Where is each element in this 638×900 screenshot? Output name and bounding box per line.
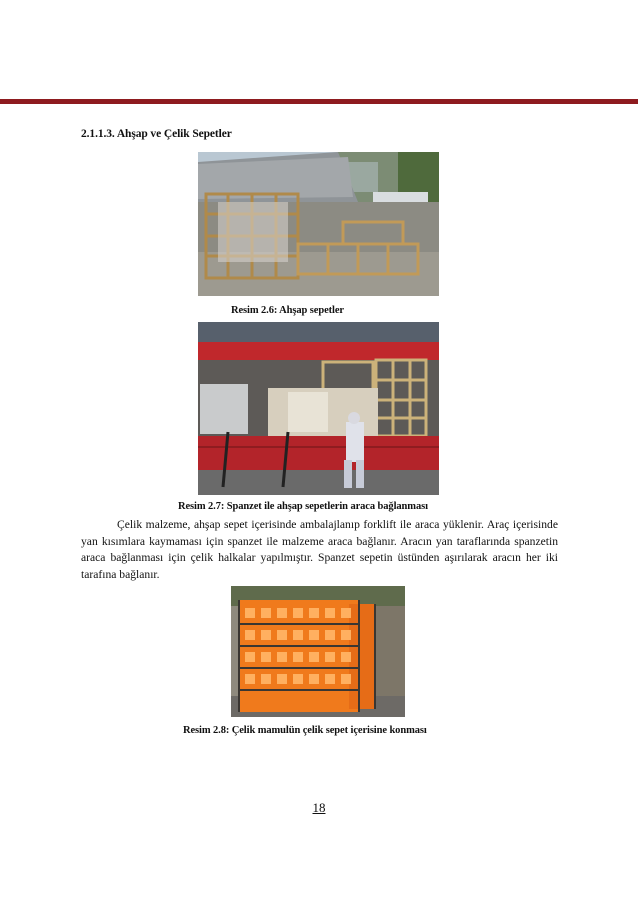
photo-wooden-crates: [198, 152, 439, 296]
section-heading: 2.1.1.3. Ahşap ve Çelik Sepetler: [81, 128, 232, 140]
figure-caption-2-8: Resim 2.8: Çelik mamulün çelik sepet içerisine konması: [183, 725, 427, 736]
photo-truck-loading: [198, 322, 439, 495]
header-rule: [0, 99, 638, 104]
photo-steel-basket: [231, 586, 405, 717]
figure-caption-2-6: Resim 2.6: Ahşap sepetler: [231, 305, 344, 316]
page-number: 18: [312, 800, 326, 815]
body-paragraph: Çelik malzeme, ahşap sepet içerisinde ambalajlanıp forklift ile araca yüklenir. Araç içerisinde yan kısımlara kaymaması için spanzet ile malzeme araca bağlanır. Aracın yan taraflarında spanzetin araca bağlanması için çelik halkalar yapılmıştır. Spanzet sepetin üstünden aşırılarak aracın her iki tarafına bağlanır.: [81, 518, 558, 581]
figure-caption-2-7: Resim 2.7: Spanzet ile ahşap sepetlerin araca bağlanması: [178, 501, 428, 512]
